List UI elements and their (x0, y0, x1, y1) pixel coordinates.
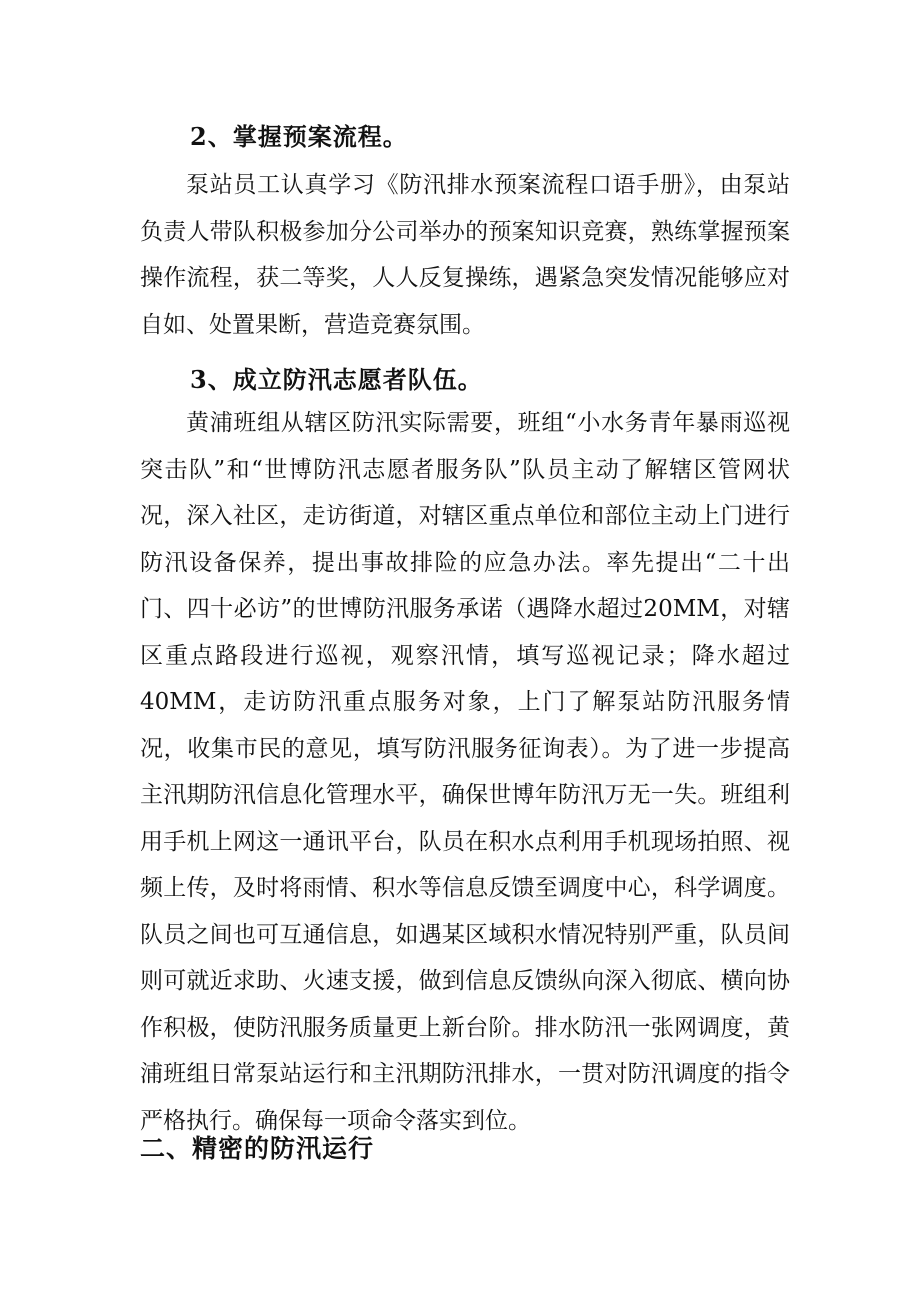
section-heading-2: 2、掌握预案流程。 (190, 122, 408, 151)
section-heading-3: 3、成立防汛志愿者队伍。 (190, 365, 483, 394)
chapter-heading: 二、精密的防汛运行 (140, 1134, 375, 1163)
section-body-2: 泵站员工认真学习《防汛排水预案流程口语手册》，由泵站负责人带队积极参加分公司举办的预案知识竞赛，熟练掌握预案操作流程，获二等奖，人人反复操练，遇紧急突发情况能够应对自如、处置果断，营造竞赛氛围。 (140, 172, 790, 338)
section-body-3: 黄浦班组从辖区防汛实际需要，班组“小水务青年暴雨巡视突击队”和“世博防汛志愿者服务队”队员主动了解辖区管网状况，深入社区，走访街道，对辖区重点单位和部位主动上门进行防汛设备保养，提出事故排险的应急办法。率先提出“二十出门、四十必访”的世博防汛服务承诺（遇降水超过20MM，对辖区重点路段进行巡视，观察汛情，填写巡视记录；降水超过40MM，走访防汛重点服务对象，上门了解泵站防汛服务情况，收集市民的意见，填写防汛服务征询表）。为了进一步提高主汛期防汛信息化管理水平，确保世博年防汛万无一失。班组利用手机上网这一通讯平台，队员在积水点利用手机现场拍照、视频上传，及时将雨情、积水等信息反馈至调度中心，科学调度。队员之间也可互通信息，如遇某区域积水情况特别严重，队员间则可就近求助、火速支援，做到信息反馈纵向深入彻底、横向协作积极，使防汛服务质量更上新台阶。排水防汛一张网调度，黄浦班组日常泵站运行和主汛期防汛排水，一贯对防汛调度的指令严格执行。确保每一项命令落实到位。 (140, 410, 790, 1134)
